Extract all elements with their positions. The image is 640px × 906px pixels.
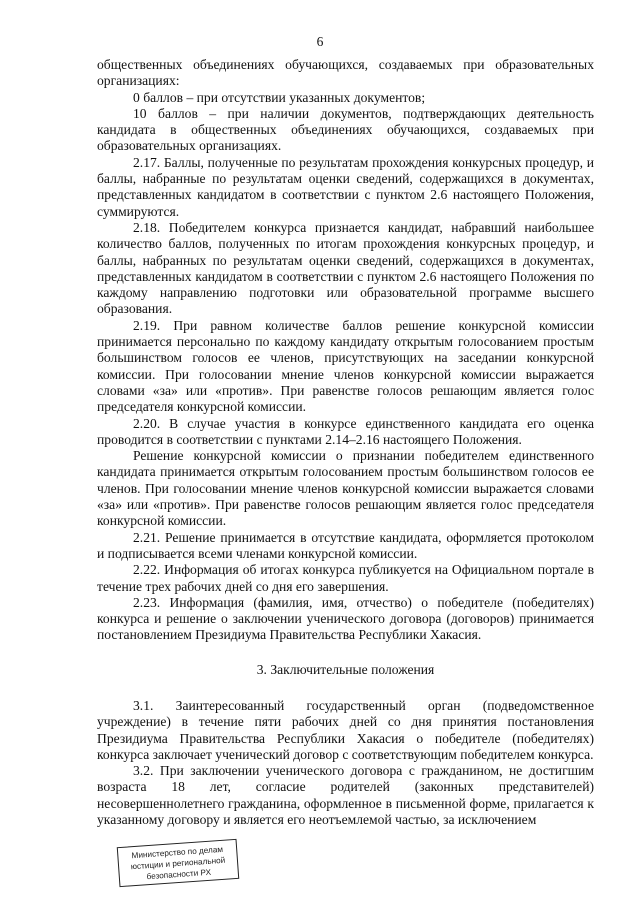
paragraph-2-22: 2.22. Информация об итогах конкурса публикуется на Официальном портале в течение трех рабочих дней со дня его завершения. bbox=[97, 562, 594, 594]
paragraph-3-2: 3.2. При заключении ученического договора с гражданином, не достигшим возраста 18 лет, согласие родителей (законных представителей) несовершеннолетнего гражданина, оформленное в письменной форме, прилагается к указанному договору и является его неотъемлемой частью, за исключением bbox=[97, 763, 594, 828]
stamp-line-3: безопасности РХ bbox=[146, 867, 212, 882]
paragraph-2-23: 2.23. Информация (фамилия, имя, отчество) о победителе (победителях) конкурса и решение о заключении ученического договора (договоров) принимается постановлением Президиума Правительства Республики Хакасия. bbox=[97, 594, 594, 643]
paragraph-2-17: 2.17. Баллы, полученные по результатам прохождения конкурсных процедур, и баллы, набранные по результатам оценки сведений, содержащихся в документах, представленных кандидатом в соответствии с пунктом 2.6 настоящего Положения, суммируются. bbox=[97, 154, 594, 219]
page-number: 6 bbox=[316, 34, 324, 49]
stamp-line-2: юстиции и региональной bbox=[130, 855, 226, 872]
paragraph-zero-points: 0 баллов – при отсутствии указанных документов; bbox=[133, 89, 426, 105]
paragraph-3-1: 3.1. Заинтересованный государственный орган (подведомственное учреждение) в течение пяти рабочих дней со дня принятия постановления Президиума Правительства Республики Хакасия о победителе (победителях) конкурса заключает ученический договор с соответствующим победителем конкурса. bbox=[97, 697, 594, 762]
paragraph-ten-points: 10 баллов – при наличии документов, подтверждающих деятельность кандидата в общественных объединениях обучающихся, создаваемых при образовательных организациях. bbox=[97, 105, 594, 154]
paragraph-2-20: 2.20. В случае участия в конкурсе единственного кандидата его оценка проводится в соответствии с пунктами 2.14–2.16 настоящего Положения. bbox=[97, 415, 594, 447]
paragraph-2-21: 2.21. Решение принимается в отсутствие кандидата, оформляется протоколом и подписывается всеми членами конкурсной комиссии. bbox=[97, 529, 594, 561]
paragraph-2-19: 2.19. При равном количестве баллов решение конкурсной комиссии принимается персонально по каждому кандидату открытым голосованием простым большинством голосов ее членов, присутствующих на заседании конкурсной комиссии. При голосовании мнение членов конкурсной комиссии выражается словами «за» или «против». При равенстве голосов решающим является голос председателя конкурсной комиссии. bbox=[97, 317, 594, 415]
registration-stamp bbox=[117, 839, 239, 887]
section-heading: 3. Заключительные положения bbox=[256, 661, 435, 677]
paragraph-2-20-decision: Решение конкурсной комиссии о признании победителем единственного кандидата принимается открытым голосованием простым большинством голосов ее членов. При голосовании мнение членов конкурсной комиссии выражается словами «за» или «против». При равенстве голосов решающим является голос председателя конкурсной комиссии. bbox=[97, 448, 594, 529]
paragraph-intro: общественных объединениях обучающихся, создаваемых при образовательных организациях: bbox=[97, 57, 594, 89]
document-body bbox=[97, 57, 594, 828]
paragraph-2-18: 2.18. Победителем конкурса признается кандидат, набравший наибольшее количество баллов, полученных по итогам прохождения конкурсных процедур, и баллы, набранных по результатам оценки сведений, содержащихся в документах, представленных кандидатом в соответствии с пунктом 2.6 настоящего Положения по каждому направлению подготовки или образовательной программе высшего образования. bbox=[97, 219, 594, 317]
stamp-line-1: Министерство по делам bbox=[131, 844, 224, 861]
